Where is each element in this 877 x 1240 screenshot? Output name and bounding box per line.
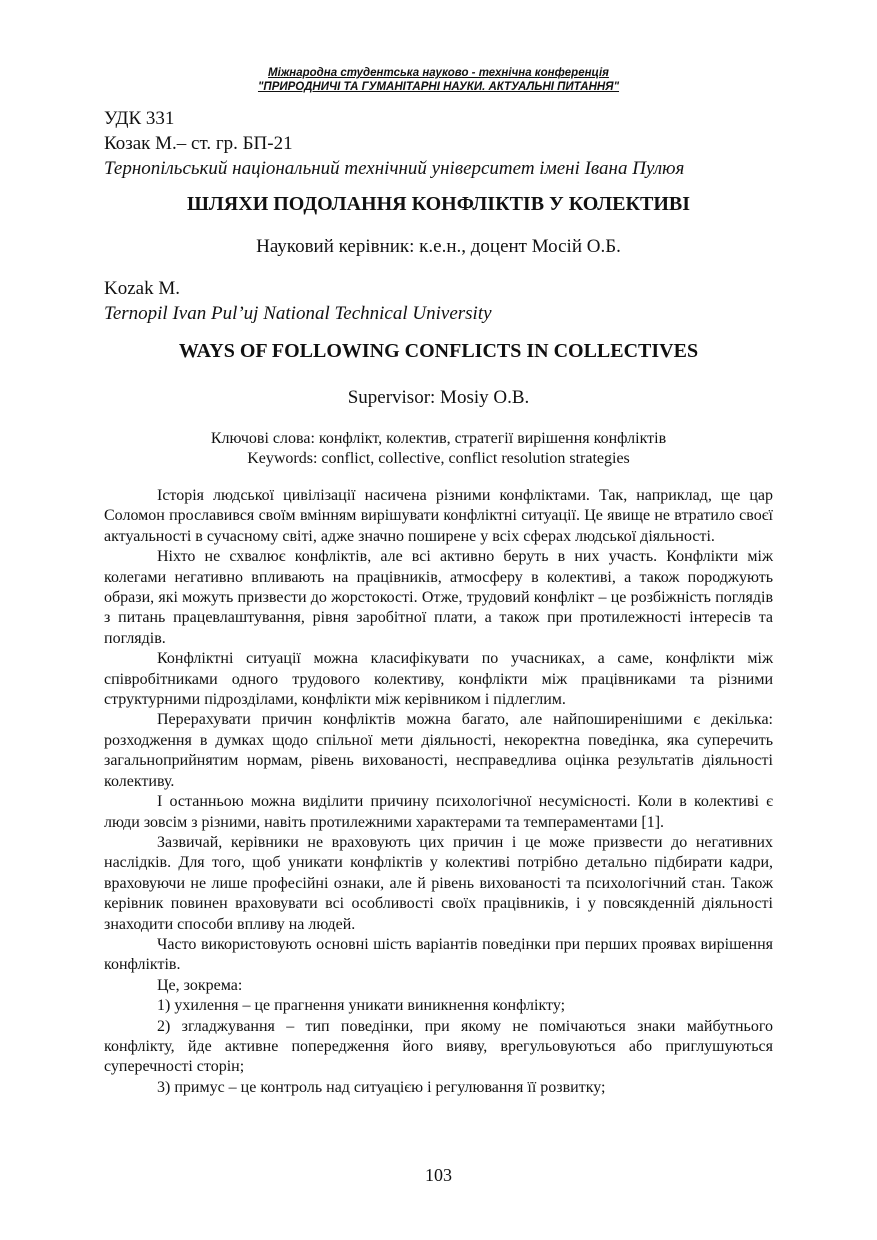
list-item: 2) згладжування – тип поведінки, при якому не помічаються знаки майбутнього конфлікту, йде активне попередження його вияву, врегульовуються або приглушуються суперечності сторін; xyxy=(104,1017,773,1076)
list-item: 1) ухилення – це прагнення уникати виникнення конфлікту; xyxy=(157,997,566,1015)
paragraph: Зазвичай, керівники не враховують цих причин і це може призвести до негативних наслідків. Для того, щоб уникати конфліктів у колективі потрібно детально підбирати кадри, враховуючи не лише професійні ознаки, але й рівень вихованості та психологічний стан. Також керівник повинен враховувати всі особливості своїх працівників, і у повсякденній діяльності знаходити способи впливу на людей. xyxy=(104,833,773,933)
author-block-en xyxy=(104,276,492,326)
title-ua: ШЛЯХИ ПОДОЛАННЯ КОНФЛІКТІВ У КОЛЕКТИВІ xyxy=(186,193,691,215)
conference-theme: "ПРИРОДНИЧІ ТА ГУМАНІТАРНІ НАУКИ. АКТУАЛЬНІ ПИТАННЯ" xyxy=(257,81,620,93)
udk-code: УДК 331 xyxy=(104,108,175,129)
paragraph: Часто використовують основні шість варіантів поведінки при перших проявах вирішення конфліктів. xyxy=(104,935,773,974)
paragraph: Перерахувати причин конфліктів можна багато, але найпоширенішими є декілька: розходження в думках щодо спільної мети діяльності, некоректна поведінка, яка суперечить загальноприйнятим нормам, рівень вихованості, несправедлива оцінка результатів діяльності колективу. xyxy=(104,711,773,790)
paragraph: Конфліктні ситуації можна класифікувати по учасниках, а саме, конфлікти між співробітниками одного трудового колективу, конфлікти між працівниками та різними структурними підрозділами, конфлікти між керівником і підлеглим. xyxy=(104,650,773,709)
list-item: 3) примус – це контроль над ситуацією і регулювання її розвитку; xyxy=(157,1078,606,1096)
affiliation-en: Ternopil Ivan Pul’uj National Technical University xyxy=(104,303,492,324)
paragraph: Історія людської цивілізації насичена різними конфліктами. Так, наприклад, ще цар Соломон прославився своїм вмінням вирішувати конфліктні ситуації. Це явище не втратило своєї актуальності в сучасному світі, адже значно поширене у всіх сферах людської діяльності. xyxy=(104,487,773,545)
keywords-en: Keywords: conflict, collective, conflict resolution strategies xyxy=(247,450,630,467)
author-name-ua: Козак М.– ст. гр. БП-21 xyxy=(104,133,293,154)
page-number: 103 xyxy=(425,1165,452,1185)
keywords-block xyxy=(0,429,877,469)
paragraph: Ніхто не схвалює конфліктів, але всі активно беруть в них участь. Конфлікти між колегами негативно впливають на працівників, атмосферу в колективі, а також породжують образи, які можуть призвести до жорстокості. Отже, трудовий конфлікт – це розбіжність поглядів з питань працевлаштування, рівня заробітної плати, а також при протилежності інтересів та поглядів. xyxy=(104,548,773,647)
conference-name: Міжнародна студентська науково - технічна конференція xyxy=(268,67,609,79)
paragraph: Це, зокрема: xyxy=(157,976,243,994)
author-name-en: Kozak M. xyxy=(104,278,180,299)
title-en: WAYS OF FOLLOWING CONFLICTS IN COLLECTIVES xyxy=(178,340,699,362)
author-block-ua xyxy=(104,106,684,181)
affiliation-ua: Тернопільський національний технічний університет імені Івана Пулюя xyxy=(104,158,685,179)
body-text xyxy=(104,486,773,1098)
supervisor-ua: Науковий керівник: к.е.н., доцент Мосій О.Б. xyxy=(256,236,621,257)
paragraph: І останньою можна виділити причину психологічної несумісності. Коли в колективі є люди зовсім з різними, навіть протилежними характерами та темпераментами [1]. xyxy=(104,793,773,831)
keywords-ua: Ключові слова: конфлікт, колектив, стратегії вирішення конфліктів xyxy=(210,430,667,447)
conference-header xyxy=(0,66,877,94)
supervisor-en: Supervisor: Mosiy O.B. xyxy=(347,387,530,408)
